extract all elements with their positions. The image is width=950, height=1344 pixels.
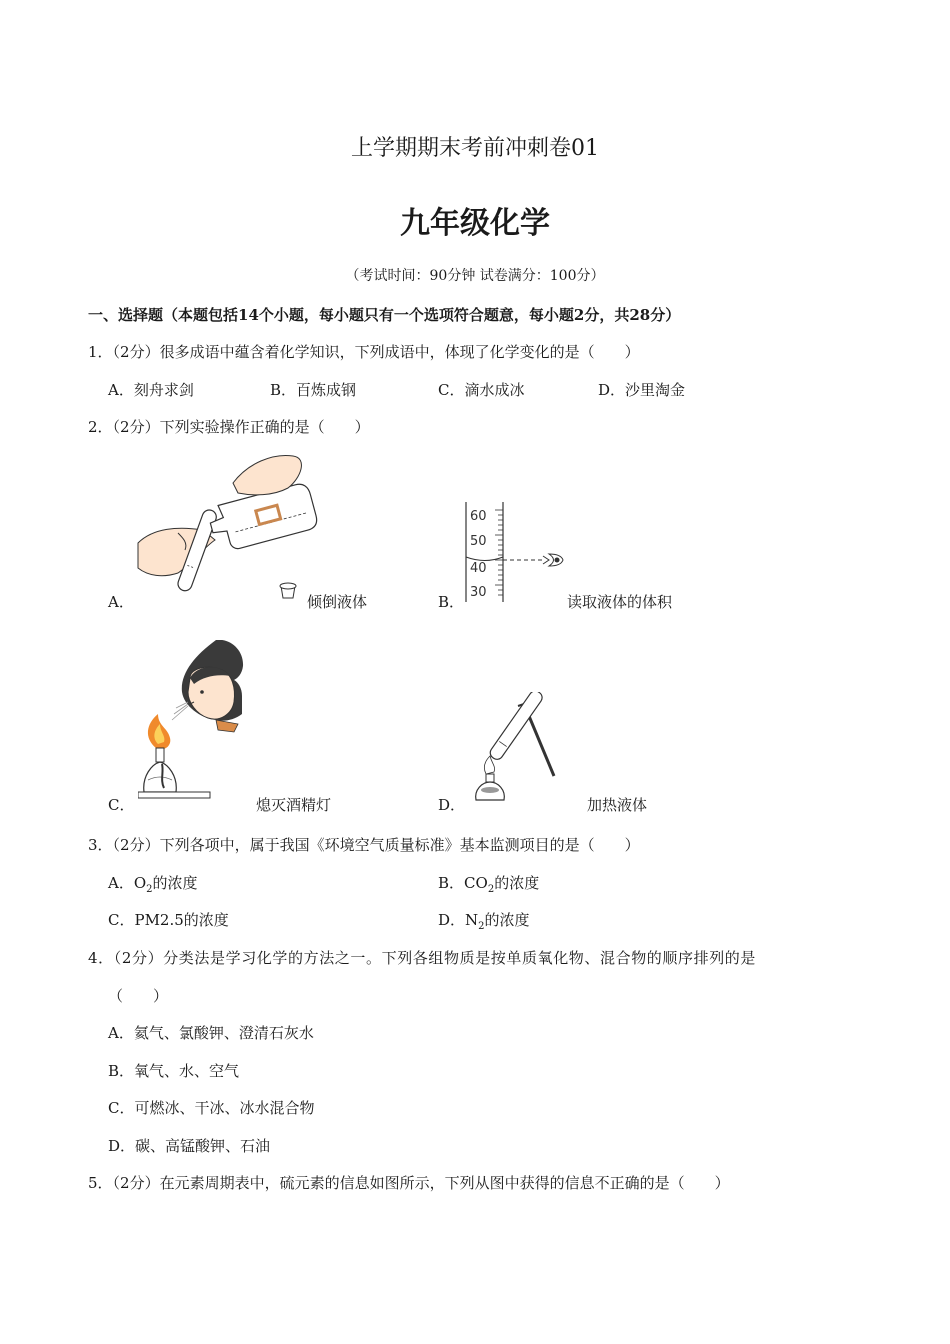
blowing-lamp-figure (138, 640, 253, 808)
q3-option-c: C．PM2.5的浓度 (108, 911, 229, 929)
q4-option-a: A．氦气、氯酸钾、澄清石灰水 (108, 1024, 314, 1042)
pouring-liquid-figure (133, 448, 333, 608)
q2-option-d-letter: D． (438, 796, 466, 814)
exam-info: （考试时间：90分钟 试卷满分：100分） (345, 268, 605, 284)
q5-stem: 5．（2分）在元素周期表中，硫元素的信息如图所示，下列从图中获得的信息不正确的是（ ） (88, 1174, 730, 1192)
tick-60: 60 (470, 509, 487, 524)
q1-option-a: A．刻舟求剑 (108, 381, 194, 399)
q2-option-a-caption: 倾倒液体 (307, 593, 368, 611)
q1-option-c: C．滴水成冰 (438, 381, 525, 399)
q4-paren: （ ） (108, 987, 169, 1005)
q3-option-b: B．$CO_2$的浓度 (438, 874, 540, 895)
q2-stem: 2．（2分）下列实验操作正确的是（ ） (88, 418, 370, 436)
heating-liquid-figure (462, 692, 562, 804)
q4-option-b: B．氧气、水、空气 (108, 1062, 240, 1080)
q2-option-b-caption: 读取液体的体积 (567, 593, 673, 611)
q1-option-b: B．百炼成钢 (270, 381, 357, 399)
q4-option-c: C．可燃冰、干冰、冰水混合物 (108, 1099, 315, 1117)
subject-title: 九年级化学 (400, 206, 550, 241)
exam-title: 上学期期末考前冲刺卷01 (351, 136, 599, 161)
q1-option-d: D．沙里淘金 (598, 381, 686, 399)
q1-stem: 1．（2分）很多成语中蕴含着化学知识，下列成语中，体现了化学变化的是（ ） (88, 343, 640, 361)
tick-40: 40 (470, 561, 487, 576)
graduated-cylinder-figure (463, 500, 573, 604)
q2-option-b-letter: B． (438, 593, 465, 611)
q2-option-c-letter: C． (108, 796, 135, 814)
q4-stem: 4．（2分）分类法是学习化学的方法之一。下列各组物质是按单质氧化物、混合物的顺序排列的是 (88, 949, 756, 967)
tick-50: 50 (470, 534, 487, 549)
section-heading: 一、选择题（本题包括14个小题，每小题只有一个选项符合题意，每小题2分，共28分） (88, 306, 681, 324)
q2-option-a-letter: A． (108, 593, 134, 611)
q2-option-c-caption: 熄灭酒精灯 (256, 796, 332, 814)
q3-stem: 3．（2分）下列各项中，属于我国《环境空气质量标准》基本监测项目的是（ ） (88, 836, 640, 854)
q3-option-a: A．$O_2$的浓度 (108, 874, 198, 895)
q4-option-d: D．碳、高锰酸钾、石油 (108, 1137, 271, 1155)
tick-30: 30 (470, 585, 487, 600)
q3-option-d: D．$N_2$的浓度 (438, 911, 530, 932)
q2-option-d-caption: 加热液体 (587, 796, 648, 814)
